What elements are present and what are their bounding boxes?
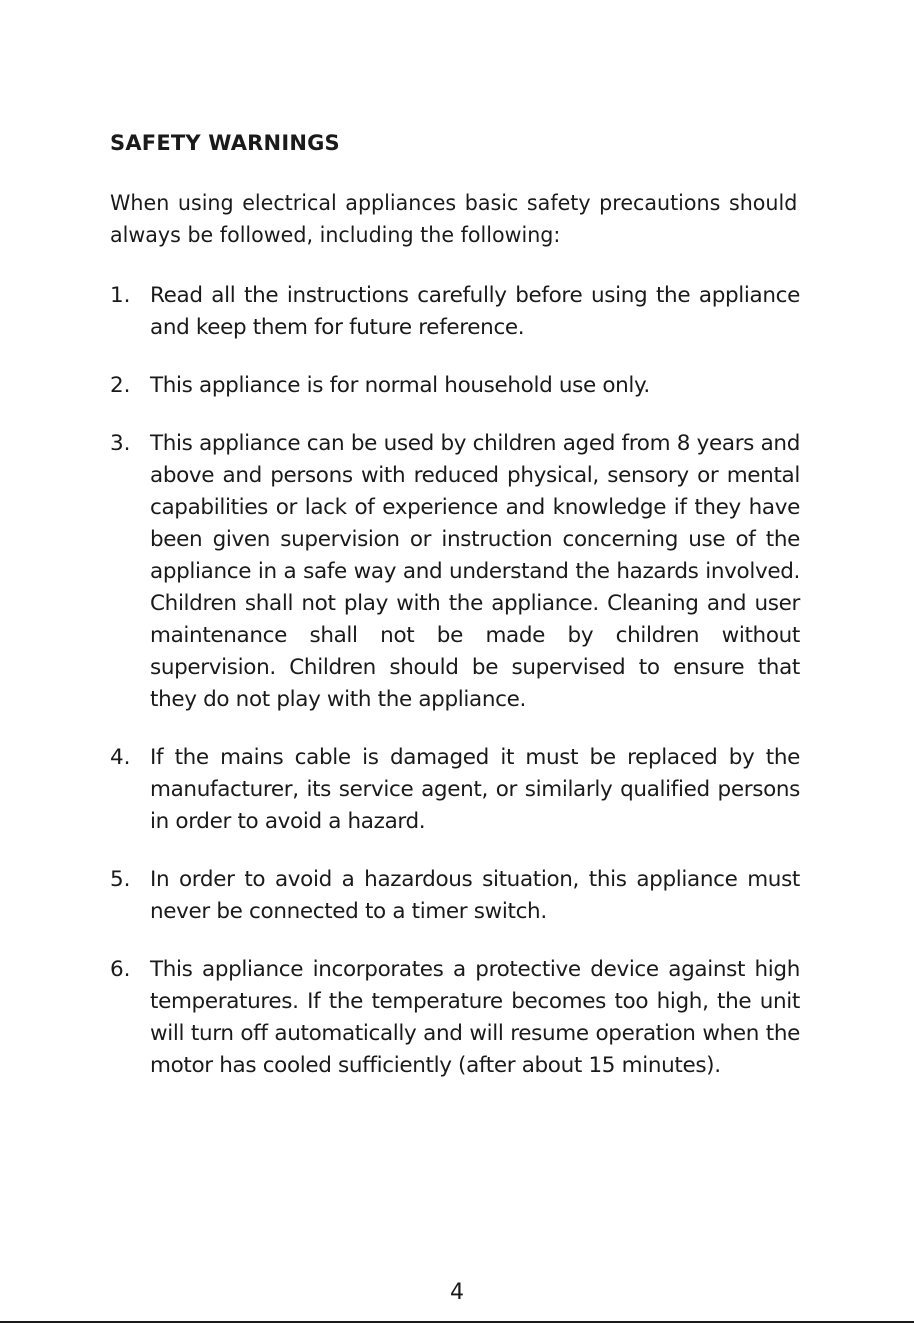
item-number: 1. <box>110 283 131 308</box>
section-heading: SAFETY WARNINGS <box>110 131 340 155</box>
item-text: This appliance can be used by children aged from 8 years and above and persons with reduced physical, sensory or mental capabilities or lack of experience and knowledge if they have been given supervision or instruction concerning use of the appliance in a safe way and understand the hazards involved. Children shall not play with the appliance. Cleaning and user maintenance shall not be made by children without supervision. Children should be supervised to ensure that they do not play with the appliance. <box>150 431 800 712</box>
item-text: This appliance is for normal household use only. <box>150 373 650 398</box>
item-number: 2. <box>110 373 131 398</box>
item-text: This appliance incorporates a protective device against high temperatures. If the temperature becomes too high, the unit will turn off automatically and will resume operation when the motor has cooled sufficiently (after about 15 minutes). <box>150 957 800 1078</box>
list-item <box>110 370 800 402</box>
list-item <box>110 864 800 928</box>
item-number: 6. <box>110 957 131 982</box>
list-item <box>110 428 800 716</box>
page-number: 4 <box>450 1280 464 1305</box>
safety-warnings-list <box>110 280 800 1108</box>
item-number: 5. <box>110 867 131 892</box>
item-text: In order to avoid a hazardous situation, this appliance must never be connected to a timer switch. <box>150 867 800 924</box>
list-item <box>110 280 800 344</box>
item-number: 4. <box>110 745 131 770</box>
intro-paragraph: When using electrical appliances basic safety precautions should always be followed, including the following: <box>110 191 798 248</box>
list-item <box>110 954 800 1082</box>
bottom-rule <box>0 1321 914 1323</box>
item-text: Read all the instructions carefully before using the appliance and keep them for future reference. <box>150 283 800 340</box>
item-number: 3. <box>110 431 131 456</box>
item-text: If the mains cable is damaged it must be replaced by the manufacturer, its service agent, or similarly qualified persons in order to avoid a hazard. <box>150 745 800 834</box>
list-item <box>110 742 800 838</box>
